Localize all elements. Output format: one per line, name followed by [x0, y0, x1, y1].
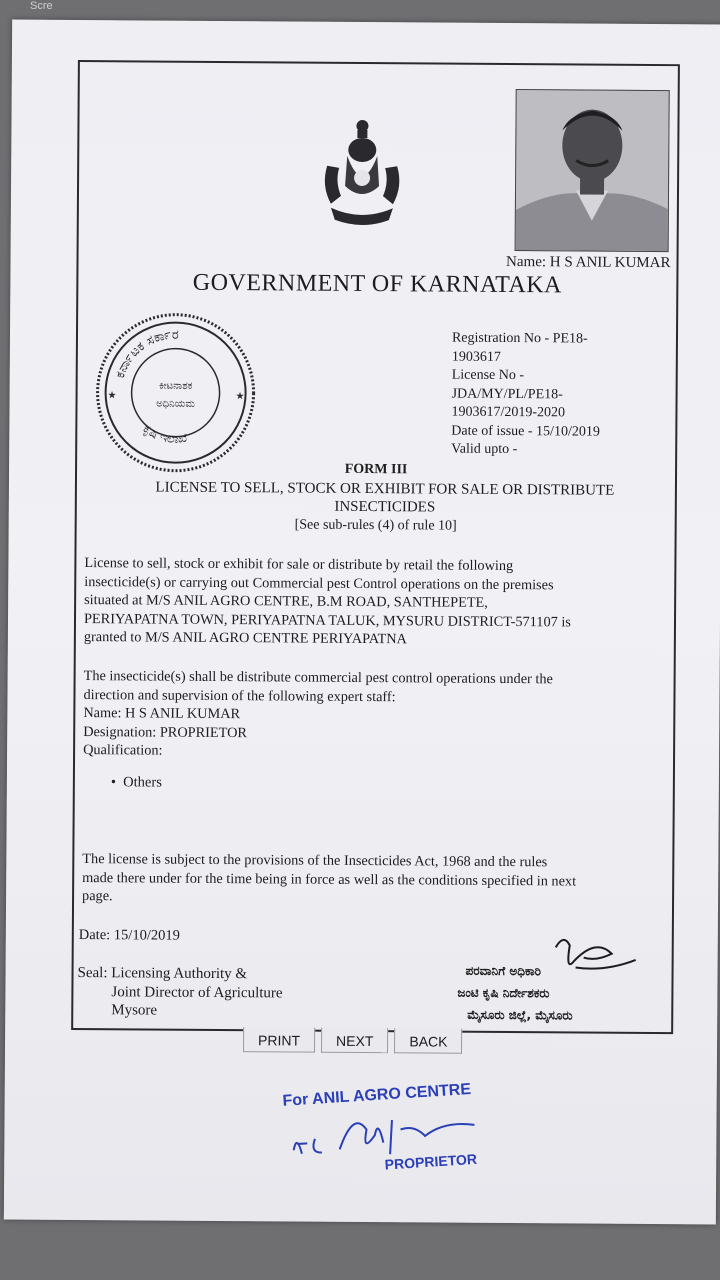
svg-text:ಕೃಷಿ ಇಲಾಖೆ: [140, 421, 189, 446]
seal-inner-line1: ಕೀಟನಾಶಕ: [159, 380, 193, 392]
paragraph-line: direction and supervision of the following expert staff:: [83, 686, 396, 705]
photo-name-label: Name: H S ANIL KUMAR: [506, 253, 671, 272]
action-buttons: [243, 1027, 469, 1054]
seal-top-text: ಕರ್ನಾಟಕ ಸರ್ಕಾರ: [112, 327, 179, 381]
paragraph-line: The license is subject to the provisions of the Insecticides Act, 1968 and the rules: [82, 851, 548, 871]
seal-inner-line2: ಅಧಿನಿಯಮ: [156, 398, 195, 410]
staff-name: Name: H S ANIL KUMAR: [83, 705, 241, 723]
svg-text:★: ★: [107, 390, 117, 402]
paragraph-line: The insecticide(s) shall be distribute commercial pest control operations under the: [83, 668, 553, 688]
paragraph-line: PERIYAPATNA TOWN, PERIYAPATNA TALUK, MYSURU DISTRICT-571107 is: [83, 610, 571, 630]
expert-staff-paragraph: [83, 667, 666, 764]
stamp-role: PROPRIETOR: [384, 1150, 478, 1173]
seal-bottom-text: ಕೃಷಿ ಇಲಾಖೆ: [140, 421, 189, 446]
date-of-issue: Date of issue - 15/10/2019: [451, 423, 600, 440]
authority-line: Mysore: [111, 1002, 158, 1019]
print-button[interactable]: PRINT: [243, 1027, 315, 1053]
license-number-cont: 1903617/2019-2020: [451, 404, 566, 421]
officer-signature-icon: [556, 940, 636, 969]
license-title: [105, 478, 665, 518]
authority-line: Seal: Licensing Authority &: [77, 965, 248, 983]
license-title-line1: LICENSE TO SELL, STOCK OR EXHIBIT FOR SALE OR DISTRIBUTE: [155, 479, 615, 499]
proprietor-stamp: [271, 1061, 508, 1195]
officer-designation: ಜಂಟಿ ಕೃಷಿ ನಿರ್ದೇಶಕರು: [457, 985, 550, 1001]
license-paragraph: [84, 554, 667, 651]
form-title: FORM III: [344, 461, 408, 478]
conditions-paragraph: [82, 850, 664, 910]
paragraph-line: License to sell, stock or exhibit for sale or distribute by retail the following: [84, 555, 514, 575]
corner-mark: Scre: [30, 0, 53, 12]
registration-number: Registration No - PE18-: [451, 330, 588, 347]
licensing-authority-block: [77, 964, 283, 1021]
paragraph-line: granted to M/S ANIL AGRO CENTRE PERIYAPATNA: [83, 629, 407, 648]
officer-title: ಪರವಾನಿಗೆ ಅಧಿಕಾರಿ: [465, 963, 542, 979]
qualification-value: Others: [123, 774, 162, 791]
staff-qualification: Qualification:: [83, 742, 163, 759]
karnataka-emblem-icon: [317, 116, 408, 235]
stamp-for-line: For ANIL AGRO CENTRE: [282, 1081, 472, 1110]
government-title: GOVERNMENT OF KARNATAKA: [192, 269, 563, 299]
proprietor-signature-icon: [271, 1061, 508, 1195]
paragraph-line: insecticide(s) or carrying out Commercial pest Control operations on the premises: [84, 573, 554, 593]
officer-signature-block: [445, 931, 666, 1029]
issue-date: Date: 15/10/2019: [78, 927, 180, 944]
subrules-note: [See sub-rules (4) of rule 10]: [294, 517, 457, 534]
officer-district: ಮೈಸೂರು ಜಿಲ್ಲೆ, ಮೈಸೂರು: [467, 1007, 573, 1023]
department-seal-icon: [93, 310, 258, 475]
bullet-icon: •: [110, 774, 124, 791]
paragraph-line: made there under for the time being in force as well as the conditions specified in next: [82, 869, 577, 889]
registration-block: [451, 330, 652, 461]
document-page: [4, 20, 720, 1225]
qualification-list-item: [111, 774, 162, 791]
license-number: JDA/MY/PL/PE18-: [451, 386, 563, 402]
svg-text:★: ★: [235, 391, 245, 403]
authority-line: Joint Director of Agriculture: [111, 983, 283, 1001]
next-button[interactable]: NEXT: [321, 1028, 389, 1053]
certificate-frame: [71, 60, 680, 1034]
valid-upto: Valid upto -: [451, 441, 518, 458]
license-title-line2: INSECTICIDES: [334, 498, 436, 516]
paragraph-line: situated at M/S ANIL AGRO CENTRE, B.M ROAD, SANTHEPETE,: [84, 592, 488, 611]
paragraph-line: page.: [82, 888, 113, 905]
back-button[interactable]: BACK: [394, 1028, 462, 1053]
license-number-label: License No -: [451, 367, 525, 384]
registration-number-cont: 1903617: [451, 349, 501, 365]
applicant-photo: [515, 89, 670, 252]
staff-designation: Designation: PROPRIETOR: [83, 723, 248, 741]
